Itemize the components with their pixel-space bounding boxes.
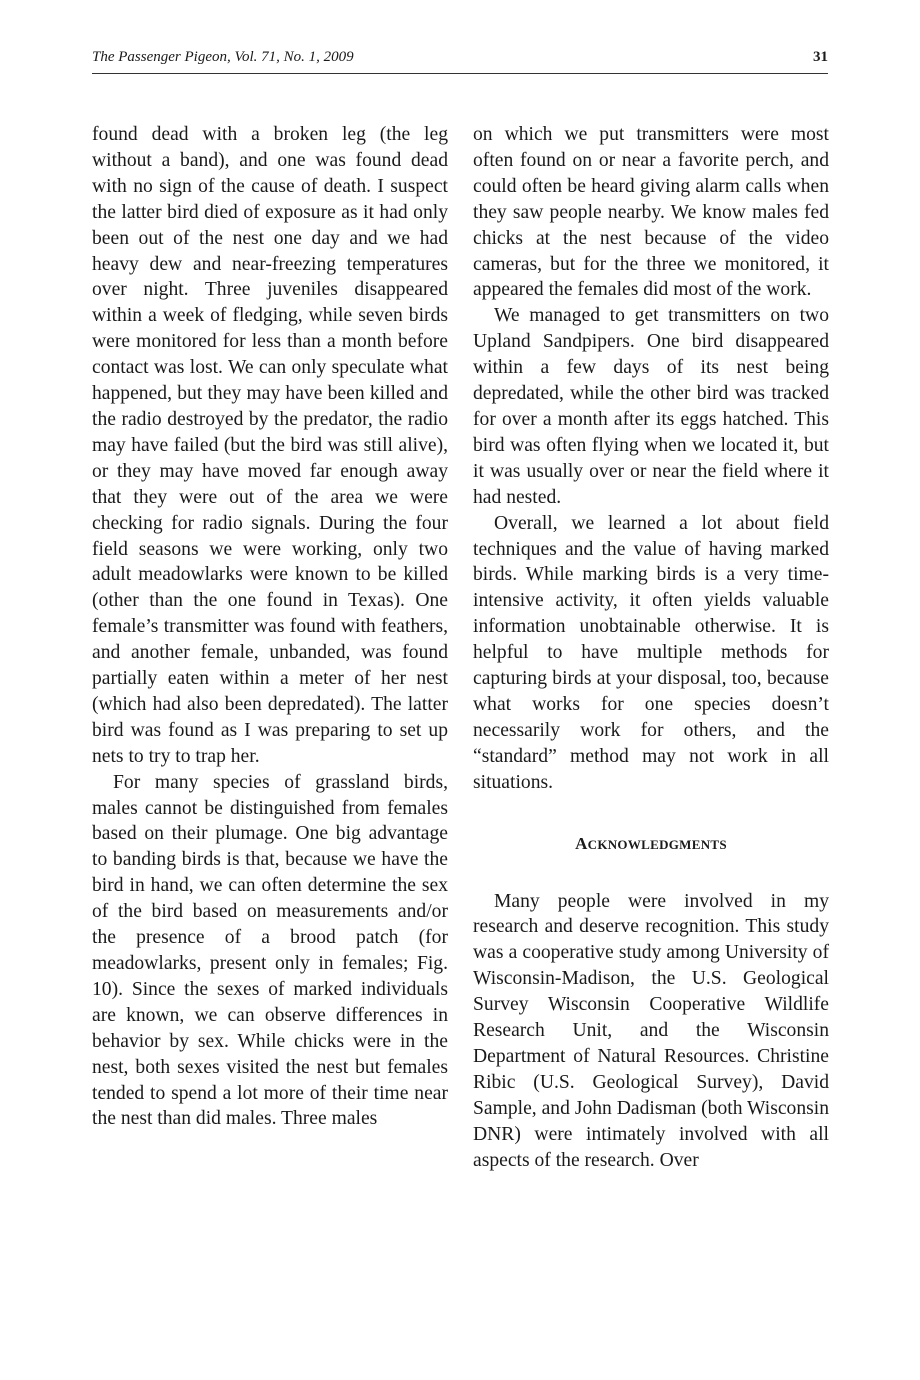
- heading-initial: A: [575, 833, 588, 853]
- body-paragraph: Overall, we learned a lot about field techniques and the value of having marked birds. While marking birds is a very time-intensive activity, it often yields valuable information unobtainable otherwise. It is helpful to have multiple methods for capturing birds at your disposal, too, because what works for one species doesn’t necessarily work for others, and the “standard” method may not work in all situations.: [473, 512, 829, 793]
- page-number: 31: [813, 49, 828, 65]
- body-paragraph: We managed to get transmitters on two Upland Sandpipers. One bird disappeared within a few days of its nest being depredated, while the other bird was tracked for over a month after its eggs hatched. This bird was often flying when we located it, but it was usually over or near the field where it had nested.: [473, 305, 829, 508]
- body-paragraph: found dead with a broken leg (the leg without a band), and one was found dead with no sign of the cause of death. I suspect the latter bird died of exposure as it had only been out of the nest one day and we had heavy dew and near-freezing temperatures over night. Three juveniles disappeared within a week of fledging, while seven birds were monitored for less than a month before contact was lost. We can only speculate what happened, but they may have been killed and the radio destroyed by the predator, the radio may have failed (but the bird was still alive), or they may have moved far enough away that they were out of the area we were checking for radio signals. During the four field seasons we were working, only two adult meadowlarks were known to be killed (other than the one found in Texas). One female’s transmitter was found with feathers, and another female, unbanded, was found partially eaten within a meter of her nest (which had also been depredated). The latter bird was found as I was preparing to set up nets to try to trap her.: [92, 124, 448, 767]
- running-title: The Passenger Pigeon, Vol. 71, No. 1, 2009: [92, 49, 354, 65]
- right-column: [473, 122, 829, 1174]
- body-paragraph: For many species of grassland birds, males cannot be distinguished from females based on their plumage. One big advantage to banding birds is that, because we have the bird in hand, we can often determine the sex of the bird based on measurements and/or the presence of a brood patch (for meadowlarks, present only in females; Fig. 10). Since the sexes of marked individuals are known, we can observe differences in behavior by sex. While chicks were in the nest, both sexes visited the nest but females tended to spend a lot more of their time near the nest than did males. Three males: [92, 771, 448, 1130]
- body-paragraph: on which we put transmitters were most often found on or near a favorite perch, and could often be heard giving alarm calls when they saw people nearby. We know males fed chicks at the nest because of the video cameras, but for the three we monitored, it appeared the females did most of the work.: [473, 124, 829, 301]
- heading-rest: CKNOWLEDGMENTS: [587, 836, 727, 852]
- section-heading-acknowledgments: [473, 834, 829, 855]
- body-paragraph: Many people were involved in my research and deserve recognition. This study was a cooperative study among University of Wisconsin-Madison, the U.S. Geological Survey Wisconsin Cooperative Wildlife Research Unit, and the Wisconsin Department of Natural Resources. Christine Ribic (U.S. Geological Survey), David Sample, and John Dadisman (both Wisconsin DNR) were intimately involved with all aspects of the research. Over: [473, 890, 829, 1171]
- left-column: [92, 122, 448, 1132]
- running-header: [92, 47, 828, 74]
